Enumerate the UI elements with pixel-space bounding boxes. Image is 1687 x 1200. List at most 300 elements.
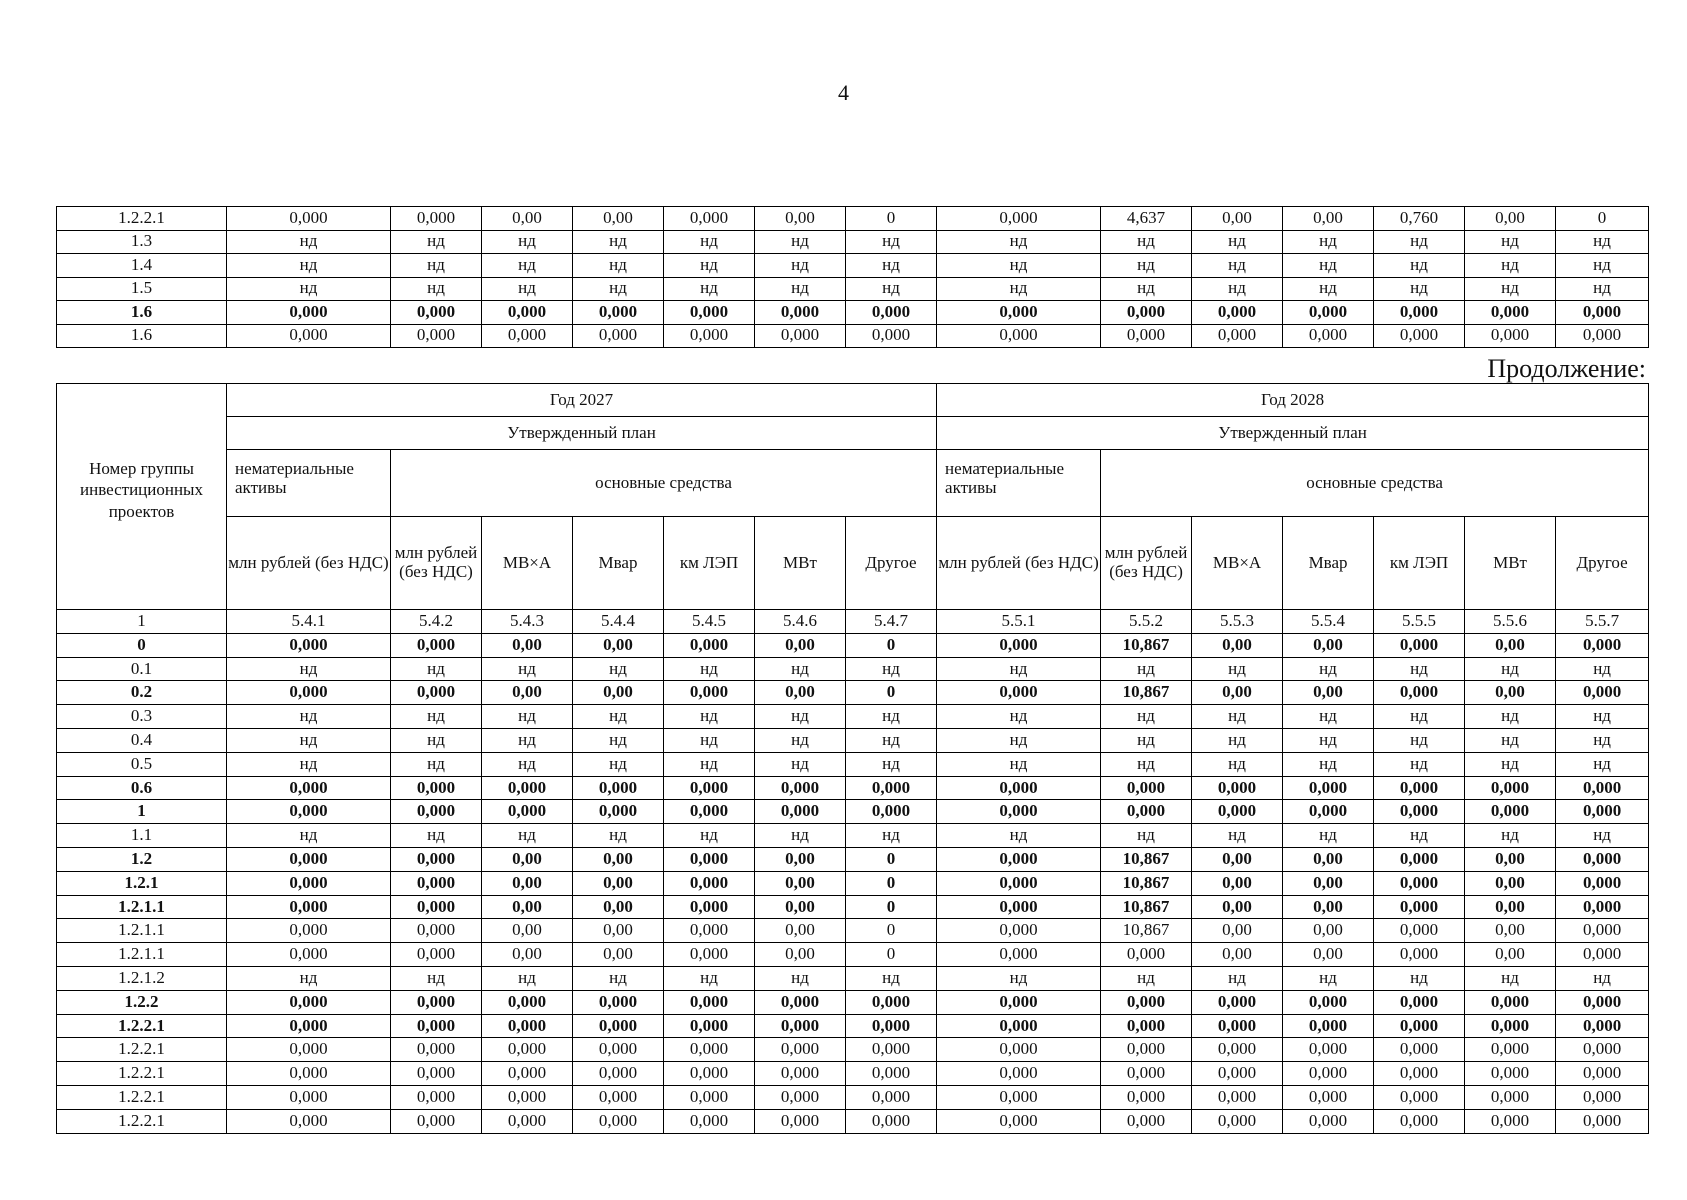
table-cell: нд xyxy=(1192,277,1283,301)
table-row xyxy=(57,990,1649,1014)
table-cell: 0,000 xyxy=(227,871,391,895)
table-cell: 5.4.4 xyxy=(573,610,664,634)
table-cell: 0,000 xyxy=(391,990,482,1014)
table-cell: нд xyxy=(482,230,573,254)
table-cell: 0,00 xyxy=(1283,919,1374,943)
table-cell: нд xyxy=(937,230,1101,254)
table-cell: нд xyxy=(846,705,937,729)
table-cell: нд xyxy=(1283,277,1374,301)
table-cell: нд xyxy=(227,657,391,681)
table-cell: 0,000 xyxy=(1374,776,1465,800)
table-cell: нд xyxy=(937,254,1101,278)
group-number-cell: 0.1 xyxy=(57,657,227,681)
table-cell: нд xyxy=(937,728,1101,752)
table-cell: нд xyxy=(846,657,937,681)
table-cell: 0,000 xyxy=(846,800,937,824)
table-cell: нд xyxy=(1283,254,1374,278)
table-cell: 0,000 xyxy=(391,1062,482,1086)
table-cell: 0,000 xyxy=(227,943,391,967)
table-cell: нд xyxy=(846,277,937,301)
table-cell: 0,00 xyxy=(755,871,846,895)
table-cell: 0,000 xyxy=(1101,1038,1192,1062)
table-cell: нд xyxy=(937,657,1101,681)
table-cell: 0,000 xyxy=(1556,895,1649,919)
table-cell: нд xyxy=(755,966,846,990)
table-cell: нд xyxy=(1465,966,1556,990)
unit-header-cell: млн рублей (без НДС) xyxy=(227,517,391,610)
table-row xyxy=(57,847,1649,871)
table-cell: 0,000 xyxy=(391,871,482,895)
table-cell: 0,00 xyxy=(755,919,846,943)
table-cell: 0,000 xyxy=(391,776,482,800)
table-cell: 0 xyxy=(846,943,937,967)
table-row xyxy=(57,752,1649,776)
table-cell: 0,000 xyxy=(573,1038,664,1062)
table-cell: 0,00 xyxy=(755,633,846,657)
table-cell: 0,000 xyxy=(1374,324,1465,348)
table-cell: 0,000 xyxy=(1465,324,1556,348)
table-row xyxy=(57,966,1649,990)
table-cell: 0,000 xyxy=(1374,919,1465,943)
table-cell: 0 xyxy=(846,895,937,919)
table-cell: 0,000 xyxy=(755,1014,846,1038)
table-cell: 0,000 xyxy=(846,1038,937,1062)
table-cell: 0,00 xyxy=(1465,943,1556,967)
table-cell: 0,00 xyxy=(1465,919,1556,943)
continuation-label: Продолжение: xyxy=(1487,354,1646,383)
table-cell: 0,000 xyxy=(1101,324,1192,348)
table-cell: 0,000 xyxy=(1283,301,1374,325)
table-cell: 0,000 xyxy=(573,990,664,1014)
table-cell: нд xyxy=(937,752,1101,776)
table-cell: нд xyxy=(846,230,937,254)
table-cell: нд xyxy=(227,752,391,776)
table-cell: 0,000 xyxy=(937,1038,1101,1062)
table-cell: нд xyxy=(1101,230,1192,254)
table-cell: 0,00 xyxy=(1465,207,1556,231)
table-cell: нд xyxy=(1192,728,1283,752)
table-cell: нд xyxy=(937,705,1101,729)
table-row xyxy=(57,230,1649,254)
unit-header-cell: МВ×А xyxy=(1192,517,1283,610)
table-cell: нд xyxy=(1192,752,1283,776)
page-number: 4 xyxy=(838,80,849,105)
table-cell: 0,000 xyxy=(1192,990,1283,1014)
table-cell: 5.5.2 xyxy=(1101,610,1192,634)
table-cell: нд xyxy=(846,752,937,776)
table-cell: 0,000 xyxy=(227,633,391,657)
table-cell: нд xyxy=(846,824,937,848)
table-cell: 0,00 xyxy=(755,895,846,919)
table-cell: 0,00 xyxy=(1192,943,1283,967)
table-cell: 0,00 xyxy=(1283,207,1374,231)
table-cell: 0,000 xyxy=(1192,1062,1283,1086)
table-cell: 0,000 xyxy=(227,776,391,800)
group-number-cell: 1.2.1.2 xyxy=(57,966,227,990)
unit-header-cell: км ЛЭП xyxy=(1374,517,1465,610)
table-cell: нд xyxy=(1283,705,1374,729)
table-cell: нд xyxy=(227,277,391,301)
table-cell: нд xyxy=(227,824,391,848)
table-cell: нд xyxy=(664,824,755,848)
table-cell: нд xyxy=(482,657,573,681)
table-cell: нд xyxy=(227,966,391,990)
year-2027-header: Год 2027 xyxy=(227,384,937,417)
table-cell: 0,00 xyxy=(755,207,846,231)
table-cell: 0,000 xyxy=(755,1062,846,1086)
group-number-cell: 1 xyxy=(57,800,227,824)
group-number-cell: 0.5 xyxy=(57,752,227,776)
group-number-cell: 1.2.1.1 xyxy=(57,919,227,943)
group-number-cell: 1 xyxy=(57,610,227,634)
table-row xyxy=(57,657,1649,681)
table-cell: 0,00 xyxy=(755,943,846,967)
table-cell: нд xyxy=(1465,254,1556,278)
table-cell: нд xyxy=(1556,966,1649,990)
table-cell: 0,000 xyxy=(664,847,755,871)
table-cell: 0,000 xyxy=(227,207,391,231)
table-cell: 0,000 xyxy=(755,1085,846,1109)
table-cell: нд xyxy=(573,230,664,254)
table-cell: 0,000 xyxy=(1101,990,1192,1014)
table-cell: 0,000 xyxy=(937,895,1101,919)
table-cell: нд xyxy=(664,277,755,301)
table-cell: 5.5.3 xyxy=(1192,610,1283,634)
table-cell: 0,000 xyxy=(846,1085,937,1109)
table-cell: нд xyxy=(1374,824,1465,848)
table-cell: 0,00 xyxy=(1192,919,1283,943)
table-cell: 0,000 xyxy=(755,990,846,1014)
table-cell: 0,000 xyxy=(1374,301,1465,325)
table-cell: 0,000 xyxy=(573,324,664,348)
table-cell: 0,000 xyxy=(1556,1062,1649,1086)
table-cell: нд xyxy=(664,230,755,254)
table-row xyxy=(57,1062,1649,1086)
table-cell: 0,00 xyxy=(573,207,664,231)
table-cell: 0,000 xyxy=(1465,1062,1556,1086)
table-cell: 0,000 xyxy=(1374,943,1465,967)
main-data-table xyxy=(56,383,1649,1134)
table-cell: 0,000 xyxy=(846,1109,937,1133)
table-cell: 0,000 xyxy=(1192,1109,1283,1133)
table-cell: 0,000 xyxy=(573,1085,664,1109)
table-cell: 0,000 xyxy=(1374,990,1465,1014)
table-cell: 0,000 xyxy=(1556,301,1649,325)
table-cell: 0,000 xyxy=(846,990,937,1014)
table-cell: 0,00 xyxy=(1465,633,1556,657)
table-cell: 0,00 xyxy=(482,633,573,657)
table-cell: 0,000 xyxy=(391,681,482,705)
table-cell: 0,000 xyxy=(664,919,755,943)
table-cell: нд xyxy=(391,824,482,848)
table-cell: 0,000 xyxy=(1101,776,1192,800)
table-cell: 0,000 xyxy=(391,633,482,657)
table-cell: 0,00 xyxy=(755,847,846,871)
table-cell: 0,000 xyxy=(391,943,482,967)
table-cell: 0,000 xyxy=(1192,324,1283,348)
table-cell: нд xyxy=(1556,705,1649,729)
table-cell: нд xyxy=(482,824,573,848)
table-cell: 5.4.6 xyxy=(755,610,846,634)
table-cell: нд xyxy=(391,277,482,301)
table-row xyxy=(57,705,1649,729)
group-number-cell: 1.6 xyxy=(57,324,227,348)
unit-header-cell: млн рублей (без НДС) xyxy=(391,517,482,610)
table-cell: 0,000 xyxy=(1556,776,1649,800)
group-number-cell: 1.2.2.1 xyxy=(57,1109,227,1133)
table-row xyxy=(57,943,1649,967)
table-cell: 0,000 xyxy=(1192,1038,1283,1062)
table-cell: нд xyxy=(1101,657,1192,681)
table-cell: нд xyxy=(391,752,482,776)
main-table-header xyxy=(57,384,1649,610)
year-2028-header: Год 2028 xyxy=(937,384,1649,417)
group-number-cell: 1.2 xyxy=(57,847,227,871)
table-cell: 0,000 xyxy=(227,919,391,943)
table-cell: 0,00 xyxy=(573,681,664,705)
plan-2028-header: Утвержденный план xyxy=(937,417,1649,450)
table-cell: 0,000 xyxy=(937,871,1101,895)
table-cell: 0,00 xyxy=(482,871,573,895)
table-cell: 0,000 xyxy=(1101,1062,1192,1086)
table-cell: 0,000 xyxy=(482,776,573,800)
table-cell: 10,867 xyxy=(1101,681,1192,705)
table-cell: 0,000 xyxy=(1374,800,1465,824)
top-data-table xyxy=(56,206,1649,348)
table-cell: нд xyxy=(227,230,391,254)
table-cell: 0,000 xyxy=(1465,800,1556,824)
table-cell: 0,000 xyxy=(1556,1085,1649,1109)
table-cell: нд xyxy=(1556,230,1649,254)
table-cell: нд xyxy=(664,705,755,729)
table-cell: 0,000 xyxy=(227,324,391,348)
table-cell: нд xyxy=(573,752,664,776)
table-cell: 0 xyxy=(846,633,937,657)
group-number-cell: 0.2 xyxy=(57,681,227,705)
table-cell: нд xyxy=(1283,657,1374,681)
table-cell: нд xyxy=(1465,752,1556,776)
group-number-cell: 1.2.2.1 xyxy=(57,1014,227,1038)
group-number-cell: 1.2.2.1 xyxy=(57,1085,227,1109)
table-cell: 0,000 xyxy=(227,1062,391,1086)
table-cell: нд xyxy=(1101,728,1192,752)
group-number-cell: 1.6 xyxy=(57,301,227,325)
table-cell: 4,637 xyxy=(1101,207,1192,231)
table-cell: 0,000 xyxy=(664,633,755,657)
table-cell: нд xyxy=(1192,824,1283,848)
table-cell: нд xyxy=(1101,966,1192,990)
table-cell: 0,00 xyxy=(1192,847,1283,871)
group-number-cell: 1.5 xyxy=(57,277,227,301)
table-cell: нд xyxy=(1374,705,1465,729)
table-cell: 0,000 xyxy=(937,1085,1101,1109)
table-cell: 0,000 xyxy=(482,1014,573,1038)
table-cell: 0,000 xyxy=(1283,1038,1374,1062)
table-cell: 0 xyxy=(846,207,937,231)
table-cell: 0,000 xyxy=(391,847,482,871)
table-row xyxy=(57,1014,1649,1038)
group-number-cell: 1.2.1.1 xyxy=(57,943,227,967)
table-cell: нд xyxy=(1192,657,1283,681)
table-cell: 0,000 xyxy=(937,324,1101,348)
table-cell: нд xyxy=(227,728,391,752)
table-cell: 0 xyxy=(846,681,937,705)
unit-header-cell: МВт xyxy=(1465,517,1556,610)
plan-2027-header: Утвержденный план xyxy=(227,417,937,450)
table-cell: нд xyxy=(482,728,573,752)
table-cell: 0,000 xyxy=(937,1014,1101,1038)
table-cell: 0,00 xyxy=(573,847,664,871)
table-cell: 0,000 xyxy=(937,207,1101,231)
table-cell: 0,000 xyxy=(1465,1085,1556,1109)
table-cell: 5.5.5 xyxy=(1374,610,1465,634)
group-number-cell: 0.6 xyxy=(57,776,227,800)
table-cell: нд xyxy=(391,657,482,681)
table-cell: 0 xyxy=(846,847,937,871)
table-cell: нд xyxy=(1192,966,1283,990)
table-cell: 0,000 xyxy=(664,1014,755,1038)
top-table-body xyxy=(57,207,1649,348)
table-cell: 0,000 xyxy=(1101,800,1192,824)
table-row xyxy=(57,895,1649,919)
table-cell: нд xyxy=(664,752,755,776)
table-row xyxy=(57,207,1649,231)
table-cell: 0,000 xyxy=(482,301,573,325)
table-cell: 10,867 xyxy=(1101,871,1192,895)
table-cell: нд xyxy=(227,705,391,729)
table-cell: нд xyxy=(1101,705,1192,729)
table-cell: 5.4.3 xyxy=(482,610,573,634)
table-cell: нд xyxy=(1556,254,1649,278)
table-cell: 0,000 xyxy=(1465,301,1556,325)
table-cell: нд xyxy=(1556,728,1649,752)
table-cell: 0,000 xyxy=(1465,1038,1556,1062)
table-cell: 0,00 xyxy=(1192,871,1283,895)
table-cell: 0,000 xyxy=(1283,990,1374,1014)
table-cell: 0,000 xyxy=(664,324,755,348)
table-cell: нд xyxy=(1465,705,1556,729)
table-cell: 0,00 xyxy=(1283,895,1374,919)
table-cell: 0,00 xyxy=(482,919,573,943)
table-cell: 0,000 xyxy=(482,1109,573,1133)
table-cell: 0,000 xyxy=(937,633,1101,657)
table-cell: нд xyxy=(482,752,573,776)
table-cell: 0,000 xyxy=(664,943,755,967)
table-cell: 0,00 xyxy=(573,919,664,943)
table-cell: нд xyxy=(846,254,937,278)
table-cell: 0,000 xyxy=(664,895,755,919)
table-cell: 0,000 xyxy=(227,895,391,919)
table-cell: 0,000 xyxy=(1556,1109,1649,1133)
table-cell: 0,000 xyxy=(1374,681,1465,705)
table-row xyxy=(57,1109,1649,1133)
table-cell: 0,000 xyxy=(482,324,573,348)
table-cell: 0,000 xyxy=(227,847,391,871)
table-cell: нд xyxy=(1465,824,1556,848)
table-cell: 0,000 xyxy=(573,1014,664,1038)
table-row xyxy=(57,633,1649,657)
table-row xyxy=(57,871,1649,895)
table-cell: 0,000 xyxy=(1374,1038,1465,1062)
table-row xyxy=(57,1085,1649,1109)
main-table-body xyxy=(57,610,1649,1134)
table-cell: нд xyxy=(391,705,482,729)
table-cell: нд xyxy=(573,966,664,990)
table-cell: 0,000 xyxy=(1374,847,1465,871)
table-cell: 0,00 xyxy=(573,871,664,895)
table-cell: нд xyxy=(664,254,755,278)
table-cell: 10,867 xyxy=(1101,919,1192,943)
table-cell: нд xyxy=(1556,277,1649,301)
table-cell: нд xyxy=(1465,728,1556,752)
table-cell: 0,00 xyxy=(755,681,846,705)
table-cell: 0,000 xyxy=(1192,1014,1283,1038)
table-cell: 0,000 xyxy=(391,301,482,325)
table-cell: 0,000 xyxy=(1556,1038,1649,1062)
table-cell: 0,00 xyxy=(1192,633,1283,657)
table-cell: нд xyxy=(1556,752,1649,776)
table-cell: 0,00 xyxy=(1283,871,1374,895)
group-number-cell: 1.4 xyxy=(57,254,227,278)
table-cell: 0 xyxy=(846,919,937,943)
table-cell: нд xyxy=(1374,728,1465,752)
table-cell: 10,867 xyxy=(1101,847,1192,871)
table-cell: 0,000 xyxy=(1283,324,1374,348)
table-cell: 0,000 xyxy=(573,800,664,824)
table-cell: нд xyxy=(755,277,846,301)
table-cell: 0,00 xyxy=(1192,895,1283,919)
table-cell: нд xyxy=(1101,752,1192,776)
table-cell: 0,00 xyxy=(1192,207,1283,231)
unit-header-cell: Мвар xyxy=(573,517,664,610)
table-cell: 0,000 xyxy=(846,301,937,325)
table-row xyxy=(57,301,1649,325)
table-row xyxy=(57,800,1649,824)
table-cell: 0,000 xyxy=(391,1085,482,1109)
unit-header-cell: МВт xyxy=(755,517,846,610)
table-cell: нд xyxy=(1101,277,1192,301)
table-cell: 0,000 xyxy=(391,919,482,943)
table-row xyxy=(57,254,1649,278)
table-cell: 0,000 xyxy=(1556,324,1649,348)
table-cell: 0,000 xyxy=(391,1014,482,1038)
group-number-cell: 1.2.2.1 xyxy=(57,207,227,231)
table-cell: 0,000 xyxy=(1101,943,1192,967)
table-cell: 0,000 xyxy=(1283,1109,1374,1133)
units-header-row xyxy=(57,517,1649,610)
table-cell: 0,000 xyxy=(1374,871,1465,895)
table-cell: 0,00 xyxy=(573,633,664,657)
table-cell: 0,000 xyxy=(1556,919,1649,943)
table-cell: 0,000 xyxy=(937,1062,1101,1086)
table-cell: 0,000 xyxy=(1556,871,1649,895)
table-cell: 0 xyxy=(846,871,937,895)
table-cell: нд xyxy=(391,728,482,752)
table-cell: нд xyxy=(1374,254,1465,278)
table-cell: 0,000 xyxy=(755,301,846,325)
table-cell: 0,000 xyxy=(573,1062,664,1086)
unit-header-cell: км ЛЭП xyxy=(664,517,755,610)
fixed-assets-2028-header: основные средства xyxy=(1101,450,1649,517)
table-cell: 0,000 xyxy=(664,1062,755,1086)
table-cell: нд xyxy=(1283,230,1374,254)
table-cell: нд xyxy=(937,277,1101,301)
table-cell: 0,000 xyxy=(846,324,937,348)
table-cell: 0,000 xyxy=(664,776,755,800)
table-cell: 0,000 xyxy=(664,1085,755,1109)
table-cell: нд xyxy=(755,657,846,681)
table-cell: 0,00 xyxy=(1465,871,1556,895)
